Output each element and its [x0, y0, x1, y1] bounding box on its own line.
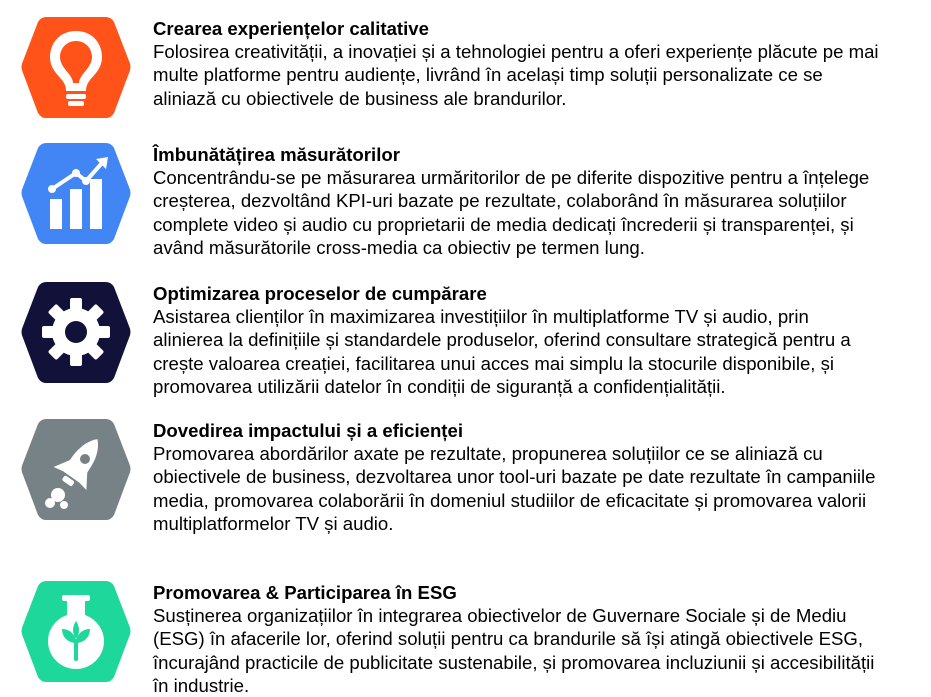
- feature-text: [153, 581, 931, 697]
- feature-description-line: media, promovarea colaborării în domeniul studiilor de eficacitate și promovarea valorii: [153, 489, 867, 511]
- feature-text: [153, 17, 931, 110]
- feature-title: Crearea experiențelor calitative: [153, 18, 429, 39]
- feature-title: Îmbunătățirea măsurătorilor: [153, 144, 400, 165]
- feature-description-line: (ESG) în afacerile lor, oferind soluții pentru ca brandurile să își atingă obiectivele ESG,: [153, 628, 864, 650]
- rocket-icon: [20, 419, 132, 520]
- bar-chart-growth-icon: [20, 143, 132, 244]
- feature-title: Dovedirea impactului și a eficienței: [153, 420, 464, 441]
- feature-title: Optimizarea proceselor de cumpărare: [153, 283, 487, 304]
- feature-text: [153, 143, 931, 259]
- feature-description-line: complete video și audio cu proprietarii de media dedicați încrederii și transparenței, și: [153, 213, 854, 235]
- feature-description-line: Susținerea organizațiilor în integrarea obiectivelor de Guvernare Sociale și de Mediu: [153, 605, 847, 627]
- feature-description-line: Promovarea abordărilor axate pe rezultate, propunerea soluțiilor ce se aliniază cu: [153, 443, 823, 465]
- feature-description-line: încurajând practicile de publicitate sustenabile, și promovarea incluziunii și accesibilității: [153, 651, 875, 673]
- feature-description-line: Concentrându-se pe măsurarea urmăritorilor de pe diferite dispozitive pentru a înțelege: [153, 167, 870, 189]
- feature-text: [153, 282, 931, 398]
- gear-icon: [20, 282, 132, 383]
- feature-description-line: creșterea, dezvoltând KPI-uri bazate pe rezultate, colaborând în măsurarea soluțiilor: [153, 190, 847, 212]
- feature-description-line: alinierea la definițiile și standardele produselor, oferind consultare strategică pentru a: [153, 329, 851, 351]
- feature-description-line: promovarea utilizării datelor în condiții de siguranță a confidențialității.: [153, 375, 726, 397]
- feature-description-line: având măsurătorile cross-media ca obiectiv pe termen lung.: [153, 236, 645, 258]
- feature-title: Promovarea & Participarea în ESG: [153, 582, 457, 603]
- lightbulb-icon: [20, 17, 132, 118]
- feature-description-line: Folosirea creativității, a inovației și a tehnologiei pentru a oferi experiențe plăcute pe mai: [153, 41, 879, 63]
- feature-description-line: în industrie.: [153, 674, 250, 696]
- feature-description-line: crește valoarea creației, facilitarea unui acces mai simplu la stocurile disponibile, și: [153, 352, 835, 374]
- feature-text: [153, 419, 931, 535]
- feature-description-line: obiectivele de business, dezvoltarea unor tool-uri bazate pe date rezultate în campaniile: [153, 466, 876, 488]
- feature-description-line: multiplatformelor TV și audio.: [153, 512, 394, 534]
- feature-description-line: Asistarea clienților în maximizarea investițiilor în multiplatforme TV și audio, prin: [153, 306, 809, 328]
- flask-leaf-icon: [20, 581, 132, 682]
- feature-description-line: aliniază cu obiectivele de business ale brandurilor.: [153, 87, 567, 109]
- feature-description-line: multe platforme pentru audiențe, livrând în același timp soluții personalizate ce se: [153, 64, 823, 86]
